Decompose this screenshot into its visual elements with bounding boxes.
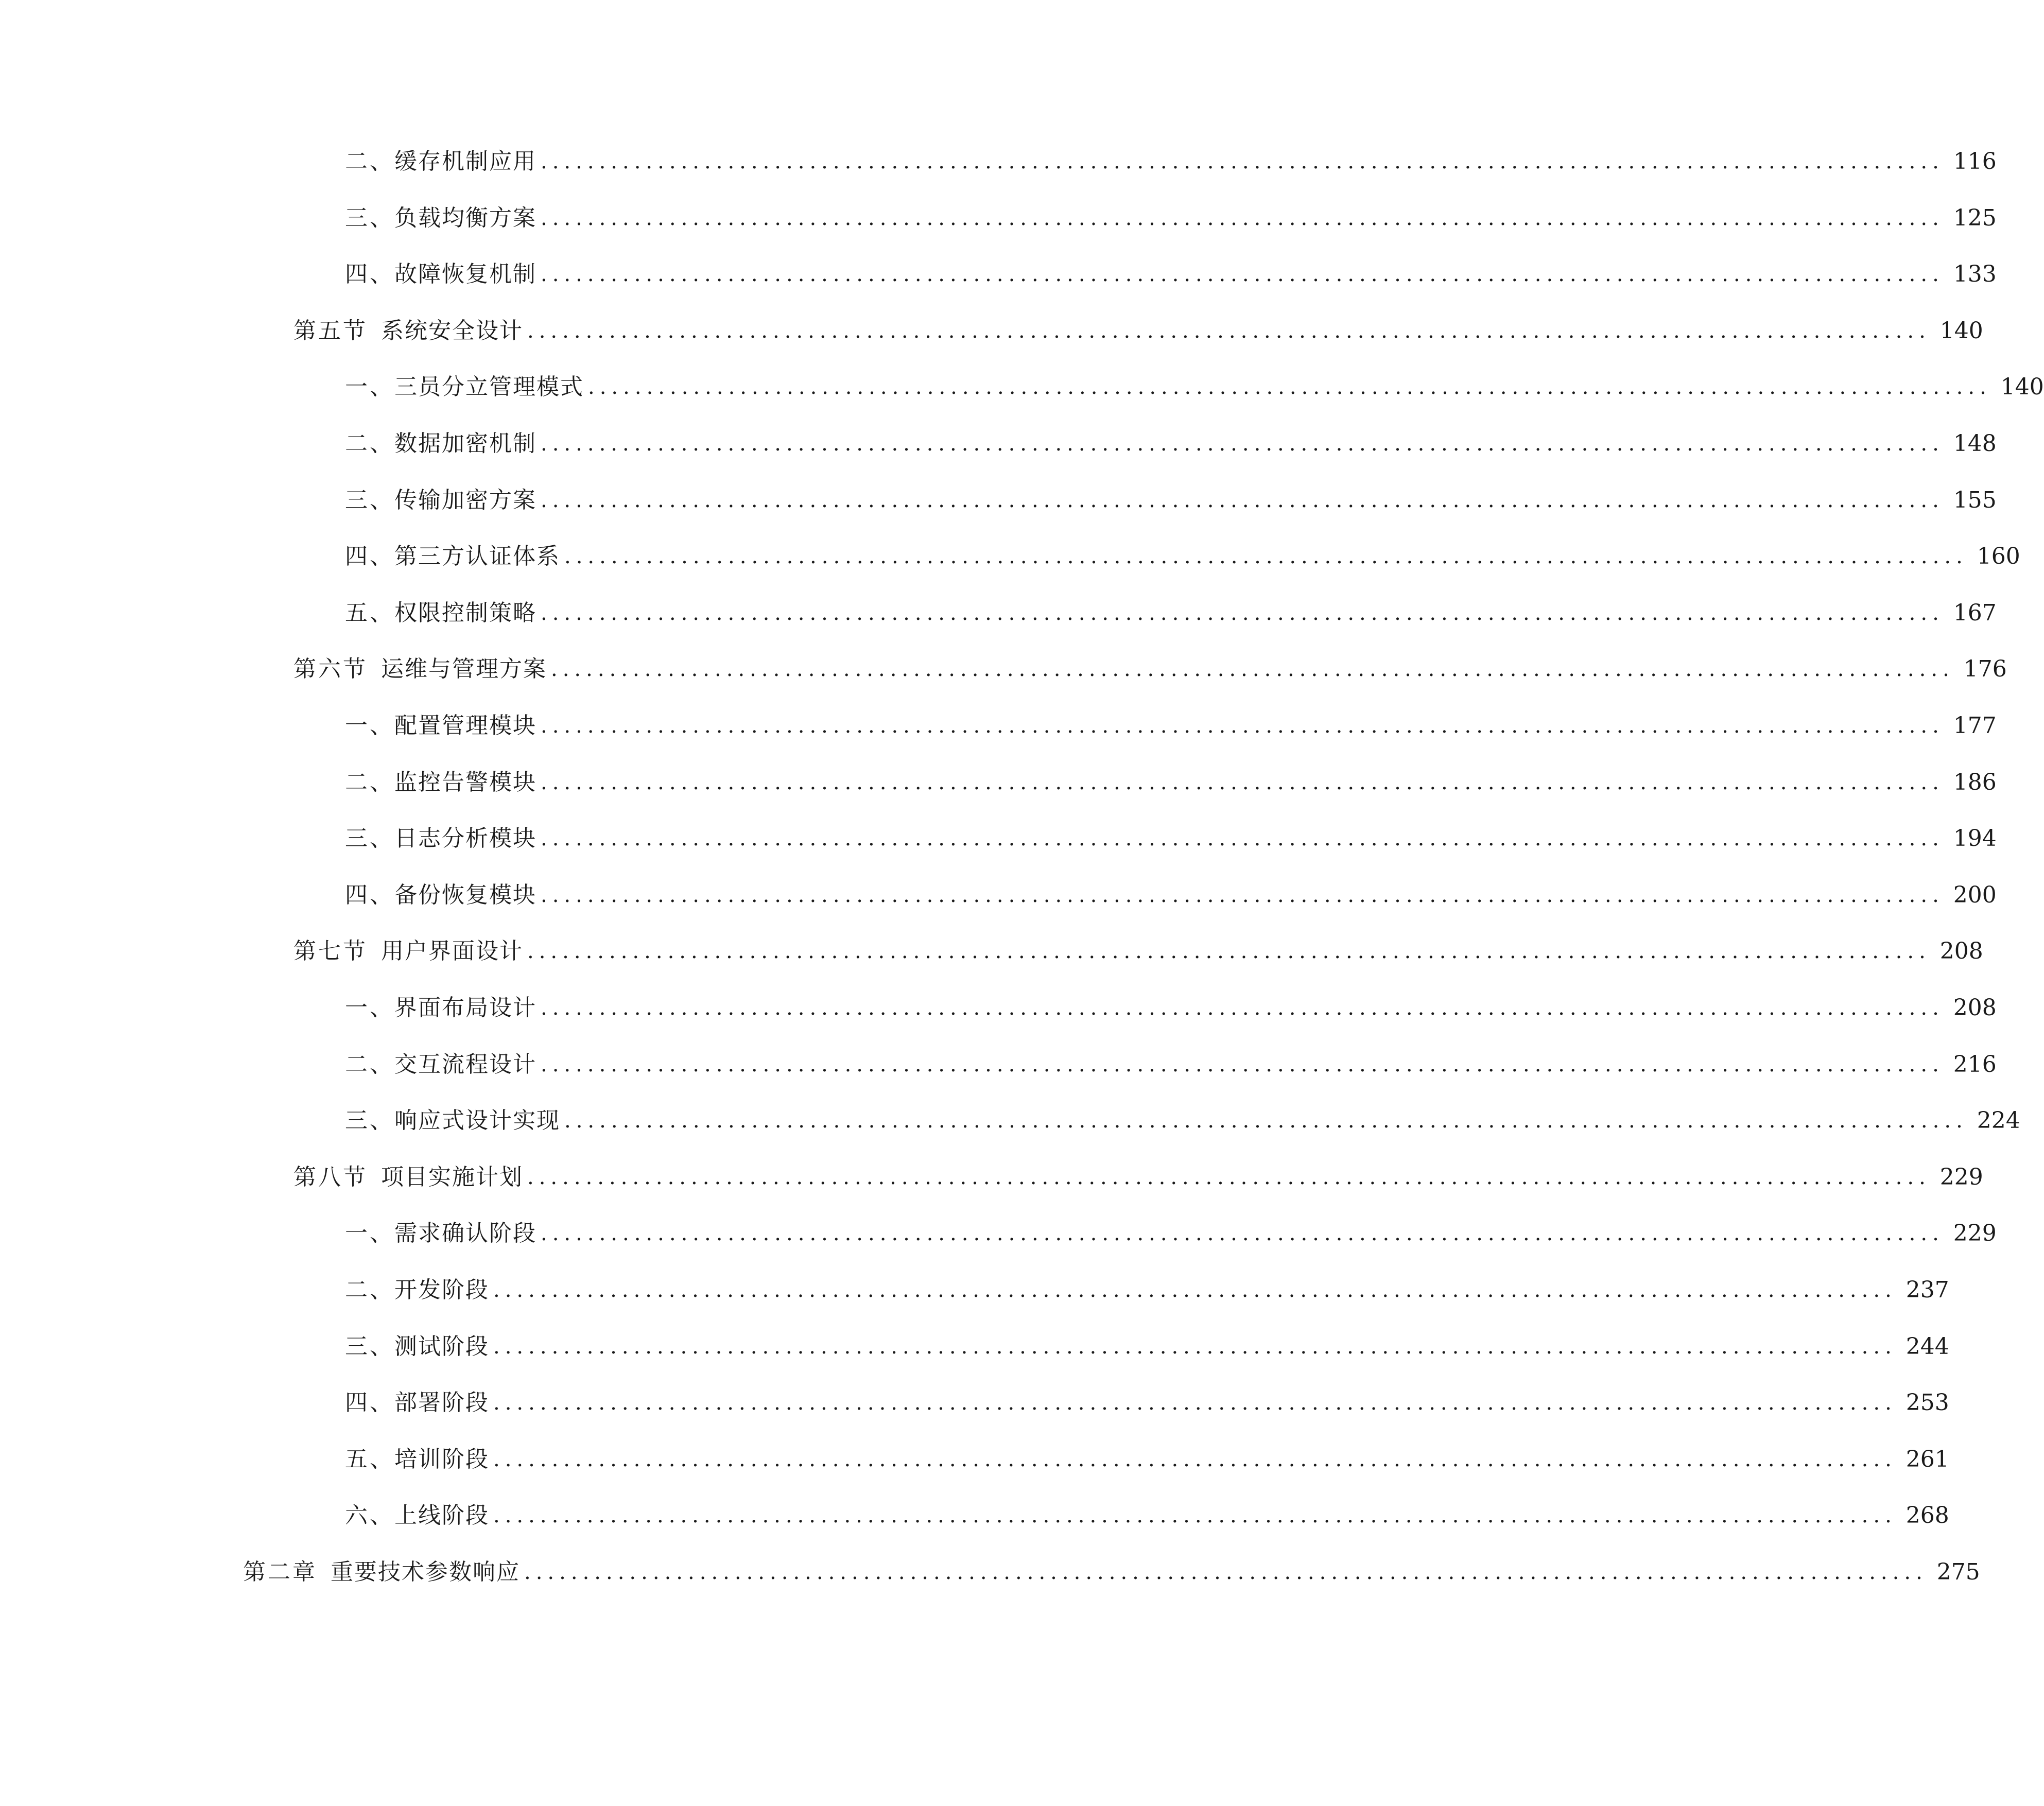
- toc-entry[interactable]: [243, 1554, 1980, 1590]
- toc-entry[interactable]: [345, 877, 1997, 913]
- dot-leader: ........................................................................................................................: [564, 545, 1968, 569]
- dot-leader: ........................................................................................................................: [541, 1222, 1944, 1246]
- toc-entry-number: 三、: [345, 1333, 394, 1360]
- toc-entry-page-number: 140: [1939, 317, 1983, 344]
- dot-leader: ........................................................................................................................: [493, 1447, 1897, 1471]
- dot-leader: ........................................................................................................................: [493, 1391, 1897, 1415]
- toc-entry-page-number: 224: [1977, 1107, 2020, 1134]
- toc-entry-page-number: 133: [1953, 261, 1997, 288]
- toc-entry-title: 第三方认证体系: [394, 543, 560, 570]
- toc-entry-title: 运维与管理方案: [381, 656, 547, 683]
- toc-entry[interactable]: [345, 144, 1997, 180]
- toc-entry-title: 部署阶段: [394, 1390, 489, 1416]
- toc-entry[interactable]: [345, 256, 1997, 292]
- toc-entry-number: 五、: [345, 599, 394, 626]
- toc-entry-title: 日志分析模块: [394, 825, 536, 852]
- toc-entry-title: 需求确认阶段: [394, 1220, 536, 1247]
- toc-entry-page-number: 177: [1953, 713, 1997, 739]
- toc-entry[interactable]: [345, 595, 1997, 631]
- toc-entry-number: 一、: [345, 713, 394, 739]
- toc-entry-page-number: 244: [1906, 1333, 1949, 1360]
- toc-entry[interactable]: [345, 369, 2044, 405]
- toc-entry-number: 二、: [345, 148, 394, 175]
- toc-entry-title: 系统安全设计: [381, 317, 523, 344]
- toc-entry-number: 五、: [345, 1446, 394, 1472]
- toc-entry-title: 备份恢复模块: [394, 881, 536, 908]
- dot-leader: ........................................................................................................................: [527, 319, 1931, 343]
- toc-entry-number: 二、: [345, 769, 394, 795]
- toc-entry-page-number: 140: [2000, 374, 2044, 401]
- toc-entry-page-number: 176: [1963, 656, 2007, 683]
- toc-entry[interactable]: [345, 1385, 1949, 1421]
- toc-entry[interactable]: [345, 765, 1997, 801]
- toc-entry-page-number: 229: [1953, 1220, 1997, 1247]
- toc-entry-title: 上线阶段: [394, 1502, 489, 1529]
- toc-entry-title: 开发阶段: [394, 1277, 489, 1303]
- toc-entry-page-number: 237: [1906, 1277, 1949, 1303]
- dot-leader: ........................................................................................................................: [541, 488, 1944, 512]
- toc-entry-number: 一、: [345, 995, 394, 1021]
- toc-entry-page-number: 186: [1953, 769, 1997, 795]
- toc-entry-title: 界面布局设计: [394, 995, 536, 1021]
- toc-entry-number: 四、: [345, 1390, 394, 1416]
- dot-leader: ........................................................................................................................: [493, 1334, 1897, 1359]
- toc-entry-page-number: 148: [1953, 430, 1997, 457]
- toc-entry-page-number: 208: [1953, 995, 1997, 1021]
- dot-leader: ........................................................................................................................: [493, 1278, 1897, 1302]
- toc-entry-page-number: 229: [1939, 1164, 1983, 1190]
- toc-entry-page-number: 160: [1977, 543, 2020, 570]
- toc-entry[interactable]: [345, 1047, 1997, 1083]
- toc-entry-number: 三、: [345, 204, 394, 231]
- toc-entry-page-number: 268: [1906, 1502, 1949, 1529]
- toc-entry-title: 用户界面设计: [381, 938, 523, 965]
- toc-entry[interactable]: [345, 1329, 1949, 1365]
- toc-entry[interactable]: [293, 651, 2007, 687]
- dot-leader: ........................................................................................................................: [541, 263, 1944, 287]
- toc-entry[interactable]: [345, 1498, 1949, 1534]
- toc-entry-title: 配置管理模块: [394, 713, 536, 739]
- toc-entry[interactable]: [293, 933, 1983, 969]
- toc-entry[interactable]: [293, 313, 1983, 349]
- toc-entry-number: 二、: [345, 1051, 394, 1078]
- toc-entry[interactable]: [345, 426, 1997, 462]
- toc-entry-page-number: 116: [1953, 148, 1997, 175]
- toc-entry-number: 第二章: [243, 1559, 317, 1585]
- toc-entry[interactable]: [345, 990, 1997, 1026]
- toc-entry-number: 三、: [345, 487, 394, 513]
- dot-leader: ........................................................................................................................: [541, 1052, 1944, 1076]
- toc-entry[interactable]: [345, 482, 1997, 518]
- toc-entry-page-number: 194: [1953, 825, 1997, 852]
- toc-entry-title: 项目实施计划: [381, 1164, 523, 1190]
- toc-entry[interactable]: [345, 1103, 2020, 1139]
- toc-entry-number: 二、: [345, 430, 394, 457]
- dot-leader: ........................................................................................................................: [541, 206, 1944, 230]
- toc-entry[interactable]: [345, 821, 1997, 857]
- dot-leader: ........................................................................................................................: [541, 770, 1944, 794]
- toc-entry-page-number: 167: [1953, 599, 1997, 626]
- toc-entry-page-number: 261: [1906, 1446, 1949, 1472]
- toc-entry[interactable]: [345, 539, 2020, 575]
- toc-entry[interactable]: [345, 1215, 1997, 1252]
- dot-leader: ........................................................................................................................: [551, 657, 1954, 682]
- dot-leader: ........................................................................................................................: [541, 601, 1944, 625]
- toc-entry-page-number: 155: [1953, 487, 1997, 513]
- toc-entry-title: 培训阶段: [394, 1446, 489, 1472]
- dot-leader: ........................................................................................................................: [527, 1165, 1931, 1189]
- dot-leader: ........................................................................................................................: [527, 940, 1931, 964]
- toc-entry-number: 二、: [345, 1277, 394, 1303]
- toc-entry-title: 测试阶段: [394, 1333, 489, 1360]
- dot-leader: ........................................................................................................................: [541, 827, 1944, 851]
- toc-entry[interactable]: [345, 200, 1997, 236]
- toc-entry[interactable]: [345, 708, 1997, 744]
- toc-entry[interactable]: [293, 1159, 1983, 1195]
- dot-leader: ........................................................................................................................: [541, 714, 1944, 738]
- toc-entry-number: 四、: [345, 261, 394, 288]
- toc-entry-number: 第六节: [293, 656, 368, 683]
- toc-entry-number: 第七节: [293, 938, 368, 965]
- toc-entry-title: 传输加密方案: [394, 487, 536, 513]
- toc-entry-page-number: 275: [1936, 1559, 1980, 1585]
- toc-entry-number: 四、: [345, 543, 394, 570]
- dot-leader: ........................................................................................................................: [493, 1504, 1897, 1528]
- toc-entry-number: 一、: [345, 1220, 394, 1247]
- toc-entry-number: 六、: [345, 1502, 394, 1529]
- toc-entry-title: 数据加密机制: [394, 430, 536, 457]
- toc-entry-number: 三、: [345, 825, 394, 852]
- dot-leader: ........................................................................................................................: [541, 432, 1944, 456]
- toc-entry-number: 第五节: [293, 317, 368, 344]
- toc-entry-page-number: 208: [1939, 938, 1983, 965]
- toc-entry-title: 权限控制策略: [394, 599, 536, 626]
- toc-entry-title: 故障恢复机制: [394, 261, 536, 288]
- toc-entry-number: 一、: [345, 374, 394, 401]
- dot-leader: ........................................................................................................................: [541, 150, 1944, 173]
- toc-entry-title: 负载均衡方案: [394, 204, 536, 231]
- toc-entry-number: 四、: [345, 881, 394, 908]
- toc-entry-title: 监控告警模块: [394, 769, 536, 795]
- dot-leader: ........................................................................................................................: [564, 1109, 1968, 1133]
- dot-leader: ........................................................................................................................: [541, 883, 1944, 907]
- dot-leader: ........................................................................................................................: [588, 375, 1991, 400]
- toc-entry[interactable]: [345, 1442, 1949, 1478]
- toc-entry-title: 三员分立管理模式: [394, 374, 584, 401]
- dot-leader: ........................................................................................................................: [524, 1560, 1928, 1584]
- toc-entry-page-number: 253: [1906, 1390, 1949, 1416]
- toc-entry-number: 三、: [345, 1107, 394, 1134]
- dot-leader: ........................................................................................................................: [541, 996, 1944, 1020]
- toc-entry-title: 重要技术参数响应: [331, 1559, 520, 1585]
- toc-entry[interactable]: [345, 1272, 1949, 1308]
- toc-entry-number: 第八节: [293, 1164, 368, 1190]
- toc-entry-page-number: 125: [1953, 204, 1997, 231]
- toc-entry-title: 响应式设计实现: [394, 1107, 560, 1134]
- toc-entry-title: 缓存机制应用: [394, 148, 536, 175]
- toc-entry-page-number: 200: [1953, 881, 1997, 908]
- toc-entry-title: 交互流程设计: [394, 1051, 536, 1078]
- toc-entry-page-number: 216: [1953, 1051, 1997, 1078]
